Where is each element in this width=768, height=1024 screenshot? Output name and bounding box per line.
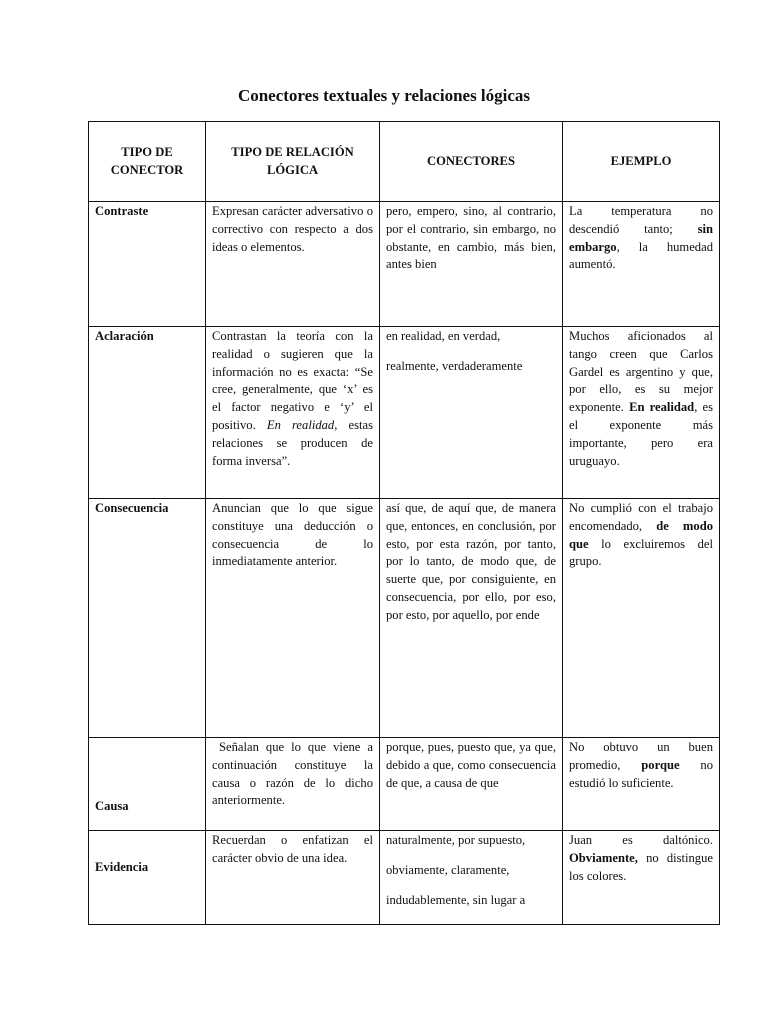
- relacion-text: Expresan carácter adversativo o correctivo con respecto a dos ideas o elementos.: [212, 204, 373, 254]
- row-tipo: Contraste: [89, 202, 206, 327]
- ejemplo-connector: Obviamente,: [569, 850, 638, 865]
- ejemplo-text: Muchos aficionados al tango creen que Carlos Gardel es argentino y que, por ello, es su mejor exponente.: [569, 329, 713, 415]
- table-row: [89, 202, 720, 327]
- conectores-text: naturalmente, por supuesto,: [386, 833, 526, 847]
- row-tipo: Aclaración: [89, 327, 206, 499]
- relacion-italic: En realidad: [266, 417, 335, 432]
- table-row: [89, 738, 720, 831]
- ejemplo-connector: porque: [641, 757, 680, 772]
- ejemplo-text: no distingue los colores.: [569, 850, 713, 883]
- row-conectores: [380, 831, 563, 925]
- ejemplo-connector: de modo que: [569, 518, 713, 551]
- row-relacion: [206, 831, 380, 925]
- ejemplo-text: no estudió lo suficiente.: [569, 757, 713, 790]
- row-ejemplo: [563, 738, 720, 831]
- ejemplo-text: La temperatura no descendió tanto;: [569, 204, 713, 236]
- row-conectores: [380, 202, 563, 327]
- conectores-text: pero, empero, sino, al contrario, por el contrario, sin embargo, no obstante, en cambio, más bien, antes bien: [386, 204, 556, 272]
- table-header-row: [89, 122, 720, 202]
- document-title: Conectores textuales y relaciones lógicas: [237, 86, 531, 105]
- row-conectores: [380, 738, 563, 831]
- relacion-text: Recuerdan o enfatizan el carácter obvio de una idea.: [212, 833, 373, 865]
- relacion-text: Anuncian que lo que sigue constituye una deducción o consecuencia de lo inmediatamente anterior.: [212, 501, 373, 569]
- row-ejemplo: [563, 499, 720, 738]
- ejemplo-text: , la humedad aumentó.: [569, 239, 713, 272]
- conectores-text: realmente, verdaderamente: [386, 358, 523, 373]
- ejemplo-text: , es el exponente más importante, pero era uruguayo.: [569, 400, 713, 468]
- conectores-text: en realidad, en verdad,: [386, 329, 501, 343]
- table-row: [89, 499, 720, 738]
- relacion-text: , estas relaciones se producen de forma inversa”.: [212, 417, 373, 468]
- header-tipo-relacion: TIPO DE RELACIÓN LÓGICA: [206, 122, 380, 202]
- row-conectores: [380, 499, 563, 738]
- table-row: [89, 327, 720, 499]
- row-relacion: [206, 499, 380, 738]
- header-ejemplo: EJEMPLO: [563, 122, 720, 202]
- conectores-text: obviamente, claramente,: [386, 862, 510, 877]
- conectores-text: así que, de aquí que, de manera que, entonces, en conclusión, por esto, por esta razón, por tanto, por lo tanto, de modo que, de suerte que, por consiguiente, en consecuencia, por ello, por eso, por esto, por aquello, por ende: [386, 501, 556, 622]
- conectores-text: porque, pues, puesto que, ya que, debido a que, como consecuencia de que, a causa de que: [386, 740, 556, 790]
- row-relacion: [206, 738, 380, 831]
- relacion-text: Señalan que lo que viene a continuación constituye la causa o razón de lo dicho anteriormente.: [212, 740, 377, 808]
- row-relacion: [206, 202, 380, 327]
- header-tipo-conector: TIPO DE CONECTOR: [89, 122, 206, 202]
- ejemplo-text: No cumplió con el trabajo encomendado,: [569, 501, 713, 533]
- table-row: [89, 831, 720, 925]
- conectores-text: indudablemente, sin lugar a: [386, 892, 526, 907]
- row-ejemplo: [563, 327, 720, 499]
- row-tipo: Evidencia: [89, 831, 206, 925]
- row-conectores: [380, 327, 563, 499]
- row-ejemplo: [563, 831, 720, 925]
- row-ejemplo: [563, 202, 720, 327]
- connectors-table: [88, 121, 720, 925]
- header-conectores: CONECTORES: [380, 122, 563, 202]
- ejemplo-text: Juan es daltónico.: [569, 833, 713, 847]
- row-tipo: Consecuencia: [89, 499, 206, 738]
- ejemplo-connector: En realidad: [629, 400, 695, 415]
- row-tipo: Causa: [89, 738, 206, 831]
- ejemplo-text: No obtuvo un buen promedio,: [569, 740, 713, 772]
- relacion-text: Contrastan la teoría con la realidad o sugieren que la información no es exacta: “Se cree, generalmente, que ‘x’ es el factor negativo e ‘y’ el positivo.: [212, 329, 373, 432]
- ejemplo-connector: sin embargo: [569, 221, 713, 254]
- row-relacion: [206, 327, 380, 499]
- ejemplo-text: lo excluiremos del grupo.: [569, 536, 713, 569]
